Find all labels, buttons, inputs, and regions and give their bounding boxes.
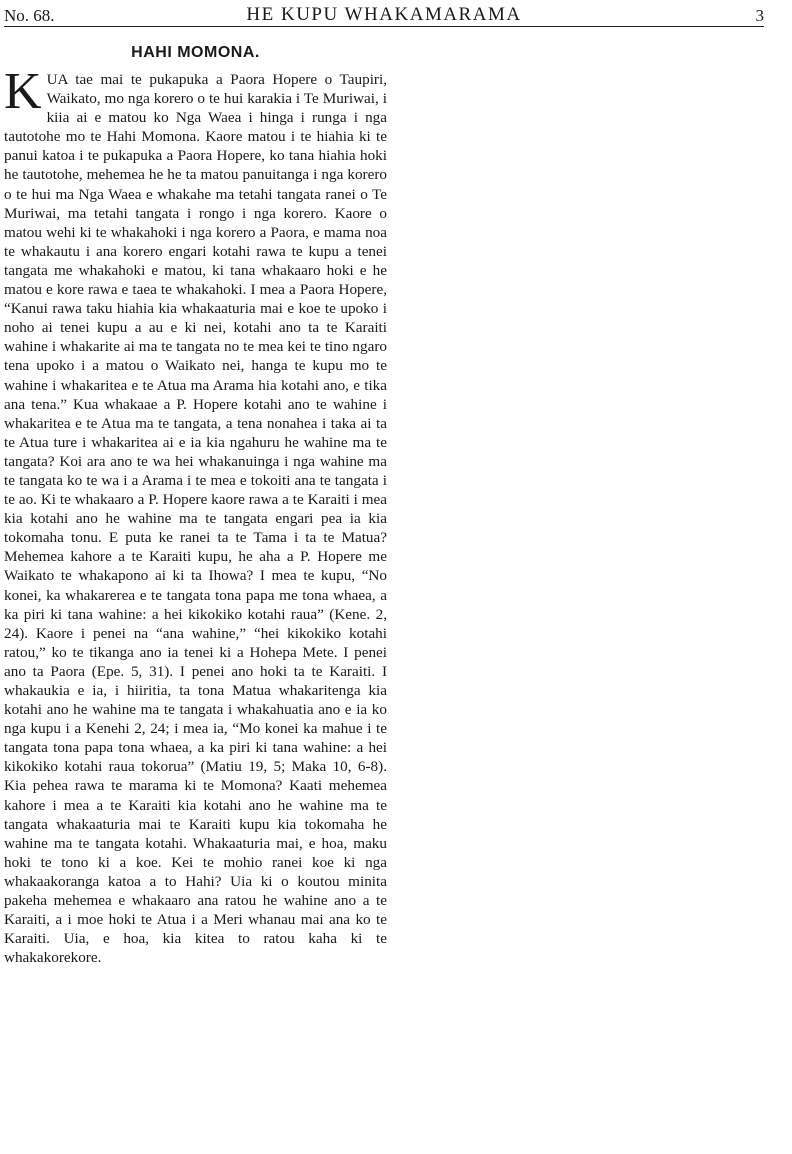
- publication-title: HE KUPU WHAKAMARAMA: [246, 4, 522, 25]
- article-paragraph-1: [4, 63, 387, 967]
- drop-cap: K: [4, 63, 42, 120]
- article-title-hahi-momona: HAHI MOMONA.: [131, 44, 260, 61]
- paragraph-1-text: UA tae mai te pukapuka a Paora Hopere o Taupiri, Waikato, mo nga korero o te hui karakia i Te Muriwai, i kiia ai e matou ko Nga Waea i hinga i runga i nga tautotohe mo te Hahi Momona. Kaore matou i te hiahia ki te panui katoa i te pukapuka a Paora Hopere, ko tana hiahia hoki he tautotohe, mehemea he he ta matou panuitanga i nga korero o te hui ma Nga Waea e whakahe ma tetahi tangata ranei o Te Muriwai, ma tetahi tangata i rongo i nga korero. Kaore o matou wehi ki te whakahoki i nga korero a Paora, e mama noa te whakautu i ana korero engari kotahi rawa te kupu a tenei tangata me whakahoki e matou, ki tana whakaaro hoki e he matou e kore rawa e taea te whakahoki. I mea a Paora Hopere, “Kanui rawa taku hiahia kia whakaaturia mai e koe te upoko i noho ai tenei kupu a au e ki nei, kotahi ano ta te Karaiti wahine i whakarite ai ma te tangata no te mea kei te tino ngaro tena upoko i a matou o Waikato nei, hanga te kupu mo te wahine i whakaritea e te Atua ma Arama hia kotahi ano, e tika ana tena.” Kua whakaae a P. Hopere kotahi ano te wahine i whakaritea e te Atua ma te tangata, a tena nonahea i taka ai ta te Atua ture i whakaritea ai e ia kia ngahuru he wahine ma te tangata? Koi ara ano te wa hei whakanuinga i nga wahine ma te tangata ko te wa i a Arama i te mea e tokoiti ana te tangata i te ao. Ki te whakaaro a P. Hopere kaore rawa a te Karaiti i mea kia kotahi ano he wahine ma te tangata engari pea ia kia tokomaha tonu. E puta ke ranei ta te Tama i ta te Matua? Mehemea kahore a te Karaiti kupu, he aha a P. Hopere me Waikato te whakapono ai ki ta Ihowa? I mea te kupu, “No konei, ka whakarerea e te tangata tona papa me tona whaea, a ka piri ki tana wahine: a hei kikokiko kotahi raua” (Kene. 2, 24). Kaore i penei na “ana wahine,” “hei kikokiko kotahi ratou,” ko te tikanga ano ia tenei ki a Hohepa Mete. I penei ano ta Paora (Epe. 5, 31). I penei ano hoki ta te Karaiti. I whakaukia e ia, i hiiritia, ta tona Matua whakaritenga kia kotahi ano he wahine ma te tangata i whakahuatia ano e ia ko nga kupu i a Kenehi 2, 24; i mea ia, “Mo konei ka mahue i te tangata tona papa tona whaea, a ka piri ki tana wahine: a hei kikokiko kotahi raua tokorua” (Matiu 19, 5; Maka 10, 6-8). Kia pehea rawa te marama ki te Momona? Kaati mehemea kahore i mea a te Karaiti kia kotahi ano he wahine ma te tangata whakaaturia mai te Karaiti kupu kia tokomaha he wahine ma te tangata kotahi. Whakaaturia mai, e hoa, maku hoki te tono ki a koe. Kei te mohio ranei koe ki nga whakaakoranga katoa a to Hahi? Uia ki o koutou minita pakeha mehemea e whakaaro ana ratou he wahine ano a te Karaiti, a i moe hoki te Atua i a Meri whanau mai ana ko te Karaiti. Uia, e hoa, kia kitea to ratou kaha ki te whakakorekore.: [4, 71, 387, 967]
- page-header: [4, 4, 764, 27]
- left-column: [4, 44, 387, 967]
- issue-number: No. 68.: [4, 6, 55, 25]
- page-number: 3: [755, 6, 764, 25]
